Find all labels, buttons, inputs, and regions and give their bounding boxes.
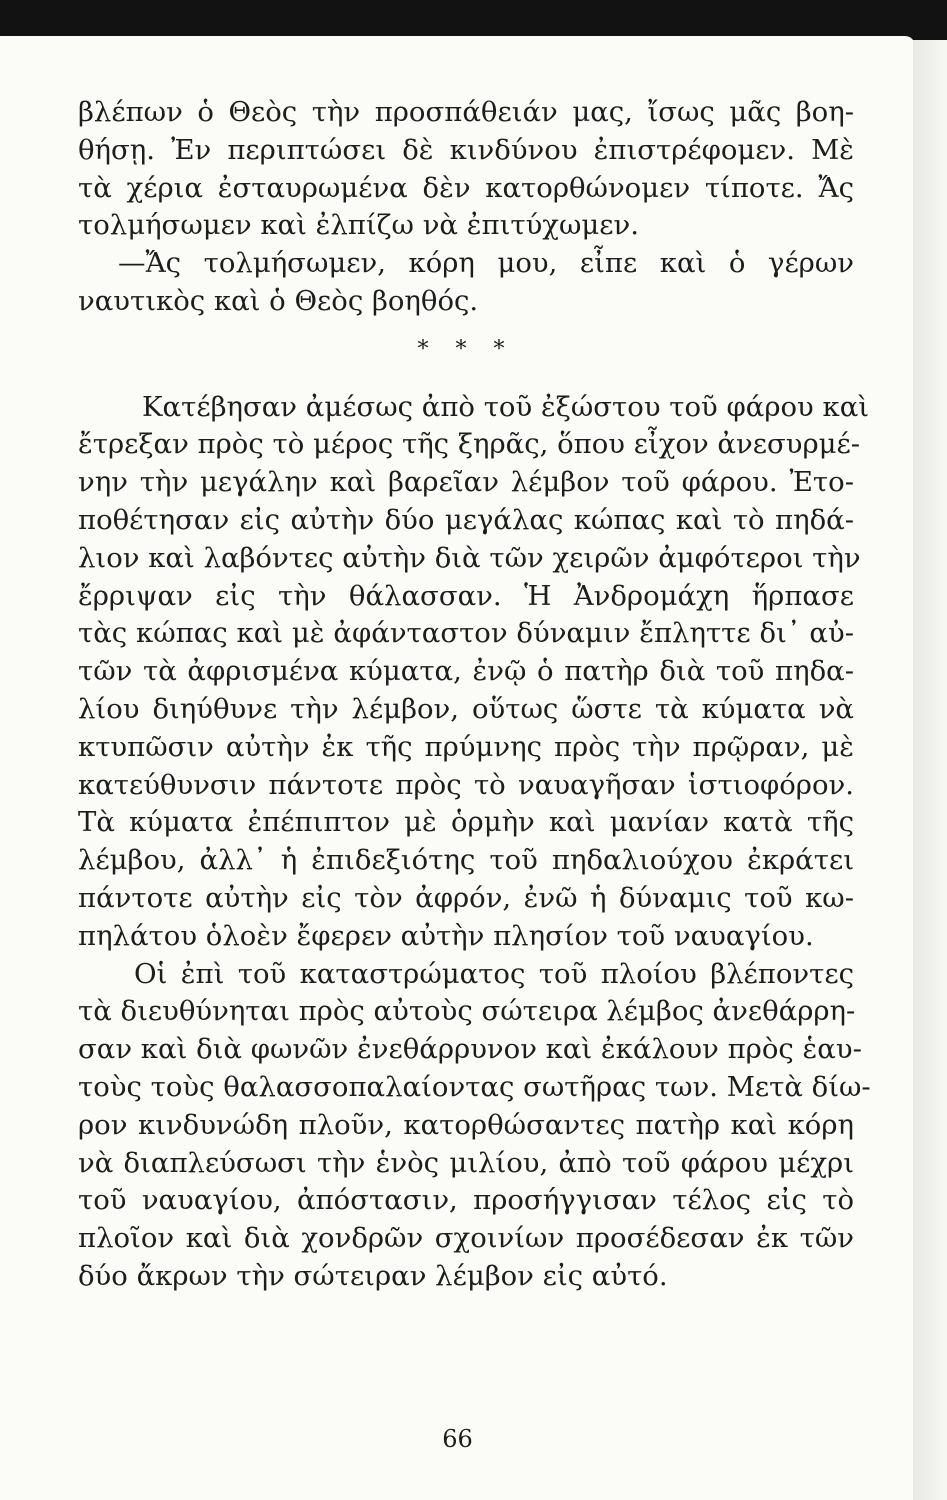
- text-line: λιον καὶ λαβόντες αὐτὴν διὰ τῶν χειρῶν ἀμφότεροι τὴν: [78, 541, 861, 574]
- text-line: Οἱ ἐπὶ τοῦ καταστρώματος τοῦ πλοίου βλέποντες: [134, 957, 854, 990]
- text-line: νην τὴν μεγάλην καὶ βαρεῖαν λέμβον τοῦ φάρου. Ἐτο-: [78, 466, 854, 499]
- text-line: τὰς κώπας καὶ μὲ ἀφάνταστον δύναμιν ἔπληττε δι᾽ αὐ-: [78, 617, 854, 650]
- text-line: νὰ διαπλεύσωσι τὴν ἑνὸς μιλίου, ἀπὸ τοῦ φάρου μέχρι: [78, 1146, 854, 1179]
- text-line: ρον κινδυνώδη πλοῦν, κατορθώσαντες πατὴρ καὶ κόρη: [78, 1108, 854, 1141]
- section-break: * * *: [417, 336, 515, 362]
- text-line: ἔρριψαν εἰς τὴν θάλασσαν. Ἡ Ἀνδρομάχη ἥρπασε: [78, 579, 854, 612]
- text-line: δύο ἄκρων τὴν σώτειραν λέμβον εἰς αὐτό.: [78, 1259, 668, 1292]
- text-line: πλοῖον καὶ διὰ χονδρῶν σχοινίων προσέδεσαν ἐκ τῶν: [78, 1222, 854, 1255]
- adjacent-page-edge: [913, 40, 947, 1500]
- text-line: Τὰ κύματα ἐπέπιπτον μὲ ὁρμὴν καὶ μανίαν κατὰ τῆς: [78, 806, 854, 839]
- text-line: κατεύθυνσιν πάντοτε πρὸς τὸ ναυαγῆσαν ἱστιοφόρον.: [78, 768, 854, 801]
- text-line: σαν καὶ διὰ φωνῶν ἐνεθάρρυνον καὶ ἐκάλουν πρὸς ἑαυ-: [78, 1033, 862, 1066]
- text-line: θήσῃ. Ἐν περιπτώσει δὲ κινδύνου ἐπιστρέφομεν. Μὲ: [78, 133, 854, 166]
- text-line: ναυτικὸς καὶ ὁ Θεὸς βοηθός.: [78, 284, 479, 317]
- text-line: —Ἄς τολμήσωμεν, κόρη μου, εἶπε καὶ ὁ γέρων: [118, 247, 854, 280]
- text-line: τὰ διευθύνηται πρὸς αὐτοὺς σώτειρα λέμβος ἀνεθάρρη-: [78, 995, 856, 1028]
- text-line: τὰ χέρια ἐσταυρωμένα δὲν κατορθώνομεν τίποτε. Ἄς: [78, 171, 854, 204]
- text-line: κτυπῶσιν αὐτὴν ἐκ τῆς πρύμνης πρὸς τὴν πρῷραν, μὲ: [78, 730, 854, 763]
- text-line: πάντοτε αὐτὴν εἰς τὸν ἀφρόν, ἐνῶ ἡ δύναμις τοῦ κω-: [78, 881, 854, 914]
- text-line: τοὺς τοὺς θαλασσοπαλαίοντας σωτῆρας των. Μετὰ δίω-: [78, 1070, 871, 1103]
- text-line: πηλάτου ὁλοὲν ἔφερεν αὐτὴν πλησίον τοῦ ναυαγίου.: [78, 919, 814, 952]
- text-line: ἔτρεξαν πρὸς τὸ μέρος τῆς ξηρᾶς, ὅπου εἶχον ἀνεσυρμέ-: [78, 428, 861, 461]
- text-line: λίου διηύθυνε τὴν λέμβον, οὕτως ὥστε τὰ κύματα νὰ: [78, 692, 854, 725]
- text-line: βλέπων ὁ Θεὸς τὴν προσπάθειάν μας, ἴσως μᾶς βοη-: [78, 96, 854, 128]
- text-line: τολμήσωμεν καὶ ἐλπίζω νὰ ἐπιτύχωμεν.: [78, 209, 639, 242]
- page-number: 66: [442, 1425, 473, 1453]
- text-line: λέμβου, ἀλλ᾽ ἡ ἐπιδεξιότης τοῦ πηδαλιούχου ἐκράτει: [78, 844, 854, 877]
- text-line: τῶν τὰ ἀφρισμένα κύματα, ἐνῷ ὁ πατὴρ διὰ τοῦ πηδα-: [78, 655, 854, 688]
- text-line: Κατέβησαν ἀμέσως ἀπὸ τοῦ ἐξώστου τοῦ φάρου καὶ: [142, 390, 870, 423]
- text-line: τοῦ ναυαγίου, ἀπόστασιν, προσήγγισαν τέλος εἰς τὸ: [78, 1184, 854, 1217]
- text-line: ποθέτησαν εἰς αὐτὴν δύο μεγάλας κώπας καὶ τὸ πηδά-: [78, 503, 854, 536]
- body-text: [78, 94, 871, 1296]
